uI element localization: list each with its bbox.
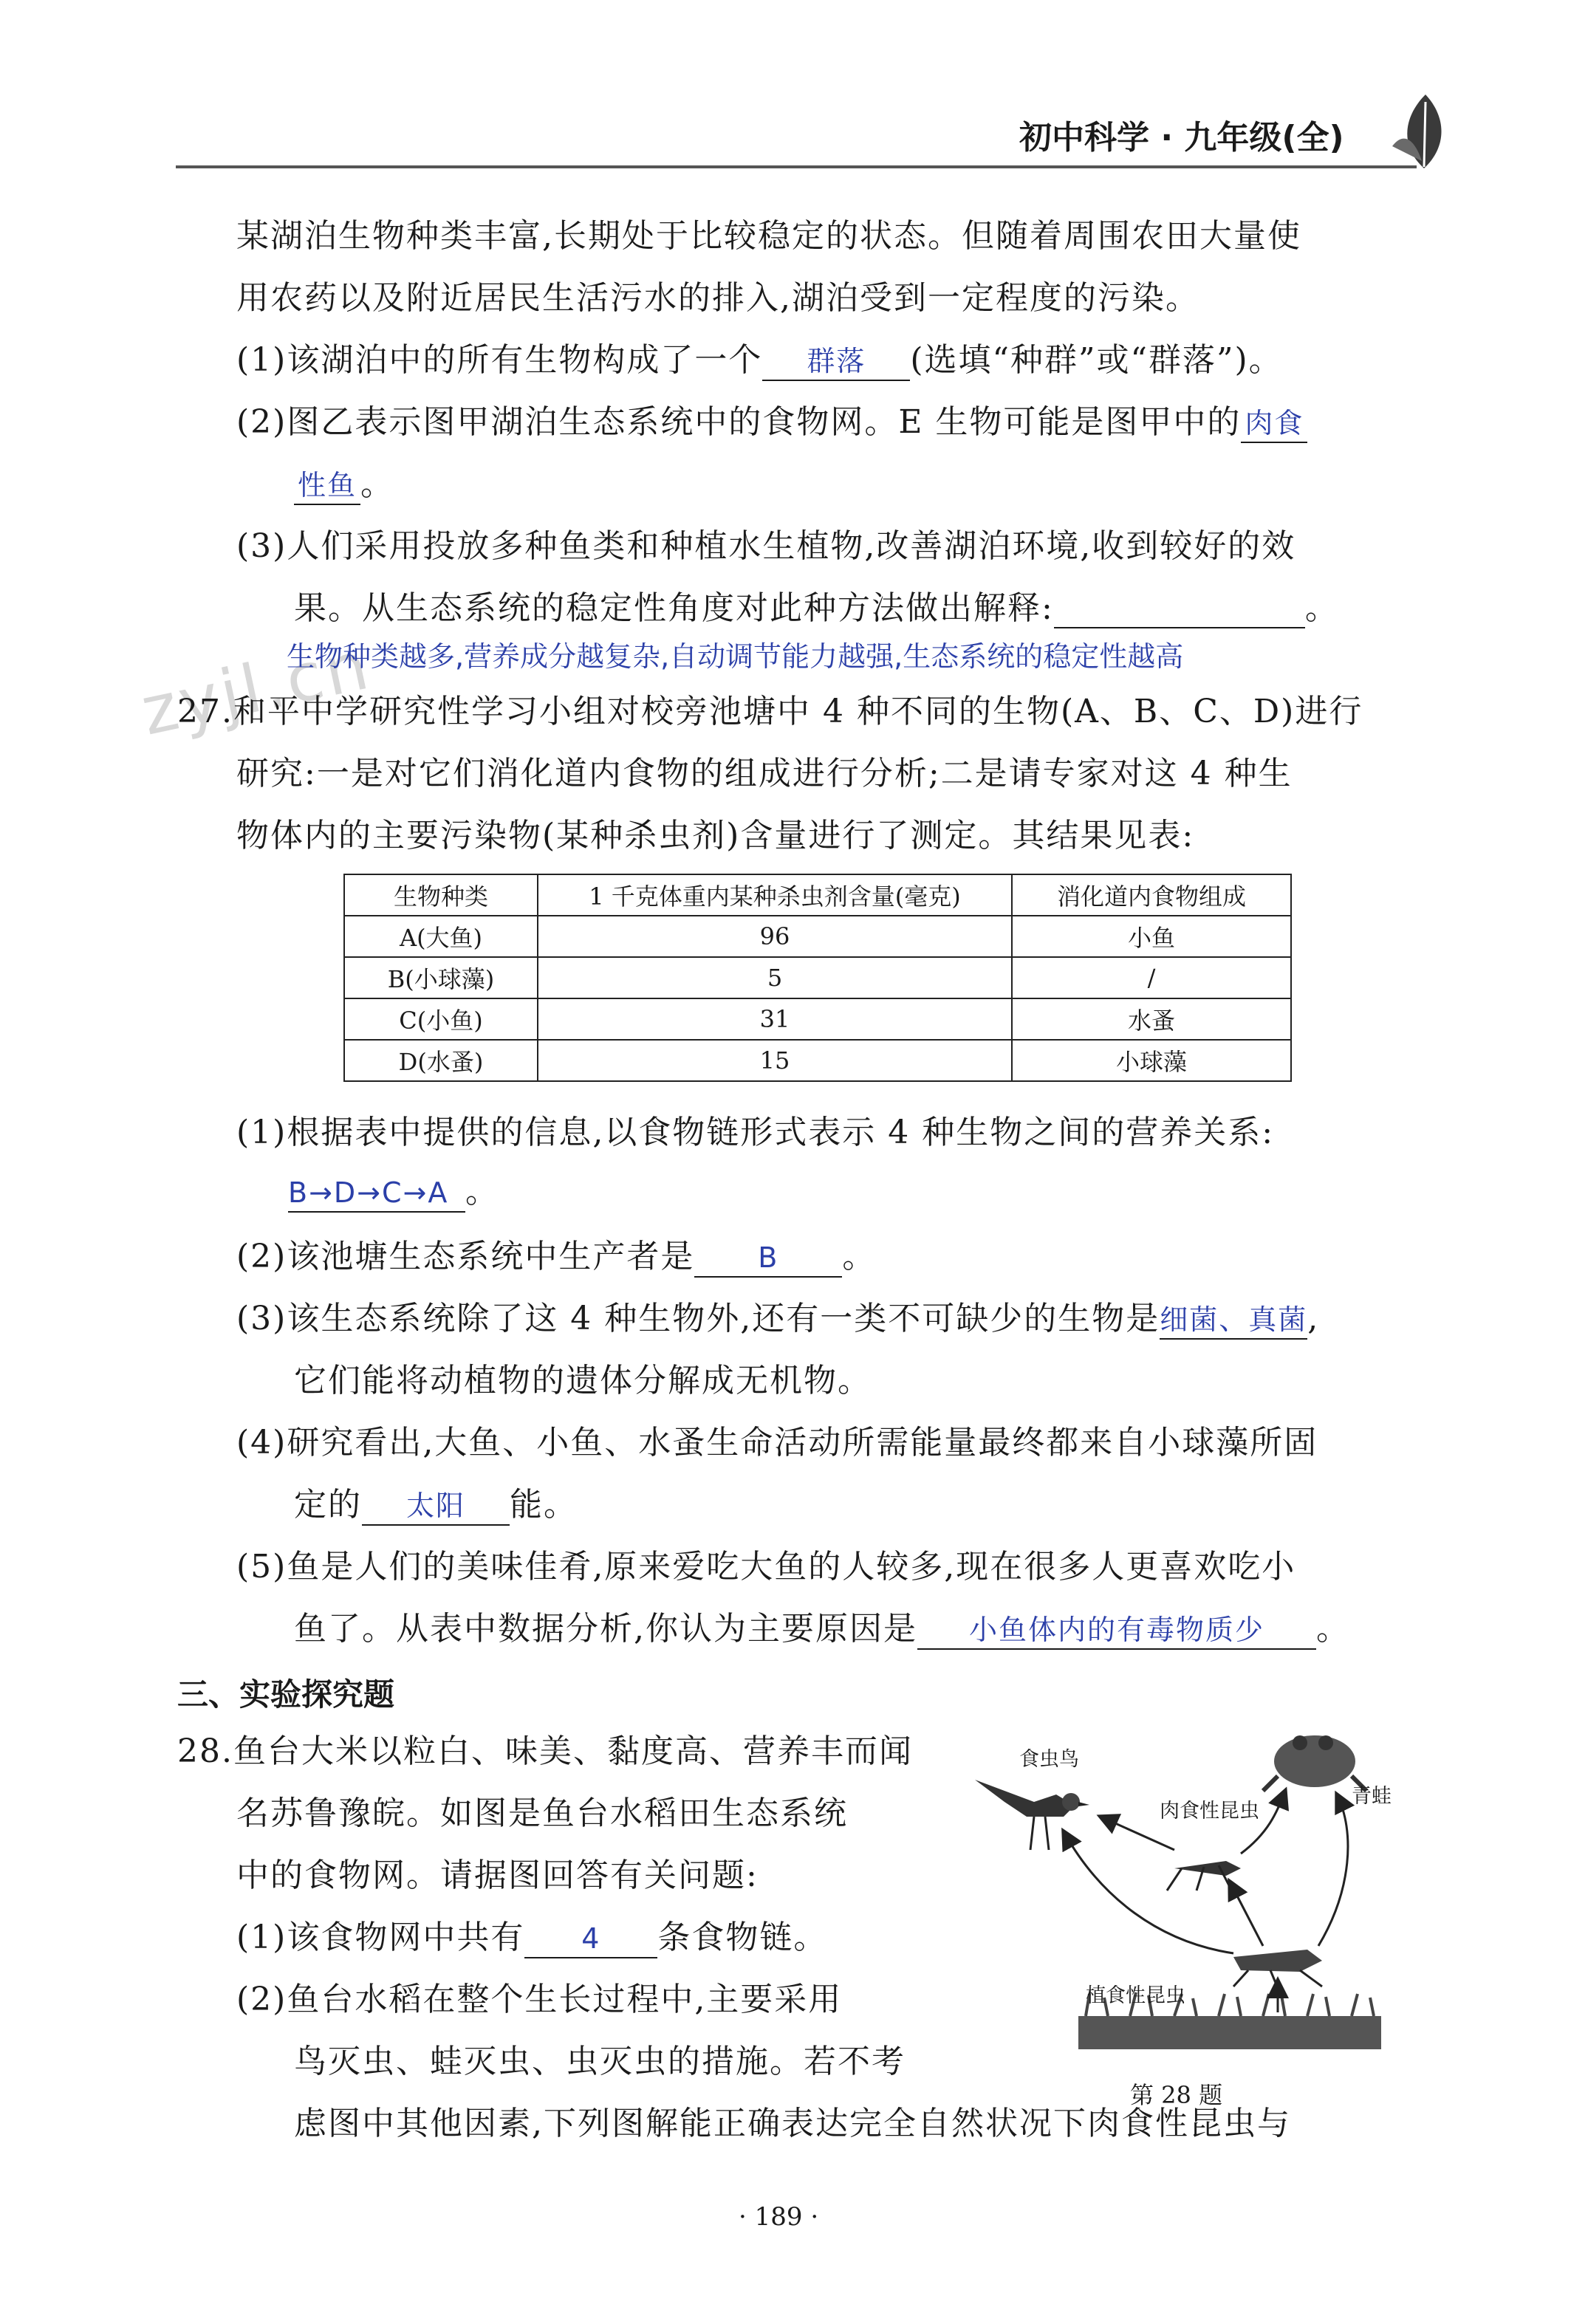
q28-part1-text: (1)该食物网中共有 xyxy=(236,1919,525,1956)
q26-part3-line2 xyxy=(294,586,1339,631)
q26-part2-answer-b: 性鱼 xyxy=(297,469,357,501)
q27-part5-line1: (5)鱼是人们的美味佳肴,原来爱吃大鱼的人较多,现在很多人更喜欢吃小 xyxy=(236,1548,1296,1586)
section-title: 三、实验探究题 xyxy=(177,1676,395,1713)
q27-part4-suffix: 能。 xyxy=(510,1486,578,1523)
q27-part4-line1: (4)研究看出,大鱼、小鱼、水蚤生命活动所需能量最终都来自小球藻所固 xyxy=(236,1424,1318,1461)
q26-part2-answer-a: 肉食 xyxy=(1245,407,1304,439)
q27-part1: (1)根据表中提供的信息,以食物链形式表示 4 种生物之间的营养关系: xyxy=(236,1114,1275,1151)
q28-line-2: 名苏鲁豫皖。如图是鱼台水稻田生态系统 xyxy=(236,1795,848,1832)
q28-part1-blank xyxy=(524,1919,657,1958)
table-cell: B(小球藻) xyxy=(344,957,538,998)
leaf-logo-icon xyxy=(1381,87,1470,179)
table-header-cell: 1 千克体重内某种杀虫剂含量(毫克) xyxy=(538,874,1012,916)
q28-part1-answer: 4 xyxy=(581,1922,601,1955)
table-cell: 水蚤 xyxy=(1012,998,1291,1040)
q28-part2-line2: 鸟灭虫、蛙灭虫、虫灭虫的措施。若不考 xyxy=(294,2043,906,2080)
q26-part2-blank-b xyxy=(294,466,360,505)
q27-part5-line2 xyxy=(294,1607,1350,1651)
q27-part1-answer: B→D→C→A xyxy=(288,1176,449,1209)
q27-part3-line2: 它们能将动植物的遗体分解成无机物。 xyxy=(294,1362,872,1399)
q27-part2 xyxy=(236,1235,876,1279)
q27-part2-suffix: 。 xyxy=(842,1238,877,1275)
q27-part2-text: (2)该池塘生态系统中生产者是 xyxy=(236,1238,695,1275)
table-row xyxy=(344,916,1291,957)
q27-part2-blank xyxy=(694,1238,842,1278)
table-cell: 小球藻 xyxy=(1012,1040,1291,1081)
q27-part1-end: 。 xyxy=(465,1173,499,1210)
table-cell: 96 xyxy=(538,916,1012,957)
q26-part3-answer: 生物种类越多,营养成分越复杂,自动调节能力越强,生态系统的稳定性越高 xyxy=(287,640,1184,673)
q26-part3-end: 。 xyxy=(1304,589,1339,627)
label-herbivore: 植食性昆虫 xyxy=(1086,1984,1185,2007)
label-bird: 食虫鸟 xyxy=(1019,1748,1079,1771)
q27-part5-blank xyxy=(917,1611,1316,1650)
q27-part4-answer: 太阳 xyxy=(405,1490,465,1522)
q27-part5-answer: 小鱼体内的有毒物质少 xyxy=(968,1614,1264,1646)
bird-icon xyxy=(975,1780,1089,1850)
arrow-herbivore-to-bird xyxy=(1064,1831,1233,1953)
table-header-row xyxy=(344,874,1291,916)
q27-line-1: 27.和平中学研究性学习小组对校旁池塘中 4 种不同的生物(A、B、C、D)进行 xyxy=(177,693,1363,730)
page-header-title: 初中科学 · 九年级(全) xyxy=(1019,119,1344,157)
table-header-cell: 生物种类 xyxy=(344,874,538,916)
q27-part4-blank xyxy=(362,1487,510,1526)
q28-line-3: 中的食物网。请据图回答有关问题: xyxy=(236,1857,759,1894)
q26-part2-blank-a xyxy=(1241,404,1307,443)
table-cell: 15 xyxy=(538,1040,1012,1081)
q27-line-3: 物体内的主要污染物(某种杀虫剂)含量进行了测定。其结果见表: xyxy=(236,817,1195,854)
label-predator: 肉食性昆虫 xyxy=(1160,1800,1259,1823)
table-cell: 小鱼 xyxy=(1012,916,1291,957)
table-row xyxy=(344,957,1291,998)
q27-part1-answer-line xyxy=(288,1170,499,1214)
q27-part1-blank xyxy=(288,1173,465,1213)
q27-part4-text: 定的 xyxy=(294,1486,362,1523)
page-number: · 189 · xyxy=(739,2202,819,2232)
q26-part1-text: (1)该湖泊中的所有生物构成了一个 xyxy=(236,341,763,379)
arrow-herbivore-to-predator xyxy=(1230,1882,1263,1946)
q28-part2-line3: 虑图中其他因素,下列图解能正确表达完全自然状况下肉食性昆虫与 xyxy=(294,2105,1291,2142)
q27-part3-answer: 细菌、真菌 xyxy=(1160,1303,1308,1336)
q27-part5-suffix: 。 xyxy=(1316,1610,1350,1648)
food-web-figure xyxy=(953,1721,1396,2068)
q27-part5-text: 鱼了。从表中数据分析,你认为主要原因是 xyxy=(294,1610,917,1648)
q27-part3-text: (3)该生态系统除了这 4 种生物外,还有一类不可缺少的生物是 xyxy=(236,1300,1160,1337)
q27-part4-line2 xyxy=(294,1483,578,1527)
header-rule xyxy=(176,165,1417,168)
q26-part2-suffix: 。 xyxy=(360,465,394,503)
intro-line-2: 用农药以及附近居民生活污水的排入,湖泊受到一定程度的污染。 xyxy=(236,279,1199,317)
q27-part3-suffix: , xyxy=(1307,1300,1320,1337)
frog-icon xyxy=(1263,1735,1366,1791)
table-cell: C(小鱼) xyxy=(344,998,538,1040)
q26-part2-text: (2)图乙表示图甲湖泊生态系统中的食物网。E 生物可能是图甲中的 xyxy=(236,403,1242,441)
intro-line-1: 某湖泊生物种类丰富,长期处于比较稳定的状态。但随着周围农田大量使 xyxy=(236,217,1301,255)
q26-part1 xyxy=(236,338,1283,383)
q26-part3-blank xyxy=(1054,590,1305,628)
table-cell: D(水蚤) xyxy=(344,1040,538,1081)
q27-line-2: 研究:一是对它们消化道内食物的组成进行分析;二是请专家对这 4 种生 xyxy=(236,755,1293,792)
q28-part2-line1: (2)鱼台水稻在整个生长过程中,主要采用 xyxy=(236,1981,843,2018)
table-cell: 5 xyxy=(538,957,1012,998)
q26-part3-line1: (3)人们采用投放多种鱼类和种植水生植物,改善湖泊环境,收到较好的效 xyxy=(236,527,1296,565)
table-cell: / xyxy=(1012,957,1291,998)
label-frog: 青蛙 xyxy=(1352,1785,1392,1808)
q26-part1-blank xyxy=(762,342,910,381)
q26-part1-suffix: (选填“种群”或“群落”)。 xyxy=(910,341,1283,379)
q26-part3-text: 果。从生态系统的稳定性角度对此种方法做出解释: xyxy=(294,589,1054,627)
predator-insect-icon xyxy=(1167,1861,1241,1891)
figure-caption: 第 28 题 xyxy=(1130,2081,1223,2109)
table-row xyxy=(344,1040,1291,1081)
pesticide-table xyxy=(343,874,1292,1082)
q28-line-1: 28.鱼台大米以粒白、味美、黏度高、营养丰而闻 xyxy=(177,1732,913,1770)
table-cell: 31 xyxy=(538,998,1012,1040)
q28-part1-suffix: 条食物链。 xyxy=(657,1919,828,1956)
q26-part2-cont xyxy=(294,462,394,507)
q27-part3-blank xyxy=(1160,1300,1307,1340)
table-header-cell: 消化道内食物组成 xyxy=(1012,874,1291,916)
table-row xyxy=(344,998,1291,1040)
q28-part1 xyxy=(236,1916,827,1960)
arrow-herbivore-to-frog xyxy=(1318,1795,1348,1946)
q26-part1-answer: 群落 xyxy=(807,345,866,377)
q27-part2-answer: B xyxy=(758,1241,779,1274)
table-cell: A(大鱼) xyxy=(344,916,538,957)
q27-part3 xyxy=(236,1297,1319,1341)
watermark: zyjl.cn xyxy=(134,626,378,751)
q26-part2 xyxy=(236,400,1307,445)
